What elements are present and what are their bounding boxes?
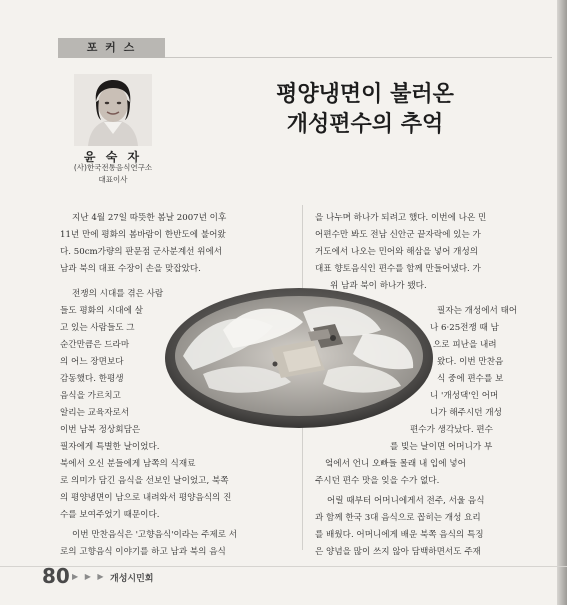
author-name: 윤 숙 자 bbox=[83, 150, 143, 164]
publication-title: 개성시민회 bbox=[110, 574, 154, 584]
left-line: 음식을 가르치고 bbox=[60, 391, 121, 401]
author-photo bbox=[74, 74, 152, 146]
left-line: 이번 남북 정상회담은 bbox=[60, 425, 141, 435]
left-line: 고 있는 사람들도 그 bbox=[60, 323, 135, 333]
right-line: 식 중에 편수를 보 bbox=[437, 374, 504, 384]
right-line: 엌에서 언니 오빠들 몰래 내 입에 넣어 bbox=[325, 459, 466, 469]
left-line: 순간만큼은 드라마 bbox=[60, 340, 130, 350]
left-line: 로의 고향음식 이야기를 하고 남과 북의 음식 bbox=[60, 547, 226, 557]
right-line: 은 양념을 많이 쓰지 않아 담백하면서도 주재 bbox=[315, 547, 481, 557]
right-line: 과 함께 한국 3대 음식으로 꼽히는 개성 요리 bbox=[315, 513, 481, 523]
right-line: 니가 해주시던 개성 bbox=[430, 408, 502, 418]
left-line: 11년 만에 평화의 봄바람이 한반도에 불어왔 bbox=[60, 230, 226, 240]
right-line: 를 배웠다. 어머니에게 배운 북쪽 음식의 특징 bbox=[315, 530, 484, 540]
right-line: 위 남과 북이 하나가 됐다. bbox=[330, 281, 427, 291]
left-line: 의 평양냉면이 남으로 내려와서 평양음식의 진 bbox=[60, 493, 232, 503]
right-line: 왔다. 이번 만찬음 bbox=[437, 357, 504, 367]
left-line: 지난 4월 27일 따뜻한 봄날 2007년 이후 bbox=[72, 213, 227, 223]
page-binding-edge bbox=[557, 0, 567, 605]
right-line: 어릴 때부터 어머니에게서 전주, 서울 음식 bbox=[327, 496, 485, 506]
right-line: 을 나누며 하나가 되려고 했다. 이번에 나온 민 bbox=[315, 213, 487, 223]
right-line: 으로 피난을 내려 bbox=[433, 340, 497, 350]
right-line: 필자는 개성에서 태어 bbox=[437, 306, 518, 316]
left-line: 들도 평화의 시대에 살 bbox=[60, 306, 143, 316]
right-line: 대표 향토음식인 편수를 함께 만들어냈다. 가 bbox=[315, 264, 481, 274]
author-affiliation bbox=[54, 162, 172, 186]
pyeonsu-dumpling-photo bbox=[163, 278, 435, 430]
left-line: 북에서 오신 분들에게 남쪽의 식재료 bbox=[60, 459, 196, 469]
left-line: 감동했다. 한평생 bbox=[60, 374, 124, 384]
left-line: 알리는 교육자로서 bbox=[60, 408, 130, 418]
right-line: 나 6·25전쟁 때 남 bbox=[430, 323, 499, 333]
author-affiliation-org: (사)한국전통음식연구소 bbox=[73, 163, 153, 172]
left-line: 로 의미가 담긴 음식을 선보인 날이었고, 북쪽 bbox=[60, 476, 229, 486]
right-line: 거도에서 나오는 민어와 해삼을 넣어 개성의 bbox=[315, 247, 479, 257]
left-line: 수를 보여주었기 때문이다. bbox=[60, 510, 160, 520]
left-line: 전쟁의 시대를 겪은 사람 bbox=[72, 289, 164, 299]
right-line: 편수가 생각났다. 편수 bbox=[410, 425, 493, 435]
right-line: 주시던 편수 맛을 잊을 수가 없다. bbox=[315, 476, 440, 486]
section-rule bbox=[165, 57, 552, 58]
footer-arrows-icon: ▶ ▶ ▶ bbox=[72, 572, 106, 581]
author-affiliation-title: 대표이사 bbox=[98, 175, 128, 184]
page-number: 80 bbox=[42, 564, 70, 588]
left-line: 이번 만찬음식은 '고향음식'이라는 주제로 서 bbox=[72, 530, 238, 540]
left-line: 의 어느 장면보다 bbox=[60, 357, 124, 367]
section-tag: 포 커 스 bbox=[58, 38, 165, 58]
left-line: 다. 50cm가량의 판문점 군사분계선 위에서 bbox=[60, 247, 223, 257]
right-line: 를 빚는 날이면 어머니가 부 bbox=[390, 442, 493, 452]
headline-line-2: 개성편수의 추억 bbox=[286, 112, 444, 137]
right-line: 니 '개성댁'인 어머 bbox=[430, 391, 499, 401]
article-headline bbox=[180, 80, 550, 140]
left-line: 남과 북의 대표 수장이 손을 맞잡았다. bbox=[60, 264, 201, 274]
right-line: 어편수만 봐도 전남 신안군 끝자락에 있는 가 bbox=[315, 230, 481, 240]
left-line: 필자에게 특별한 날이었다. bbox=[60, 442, 160, 452]
headline-line-1: 평양냉면이 불러온 bbox=[276, 82, 454, 107]
footer-rule bbox=[0, 566, 567, 567]
